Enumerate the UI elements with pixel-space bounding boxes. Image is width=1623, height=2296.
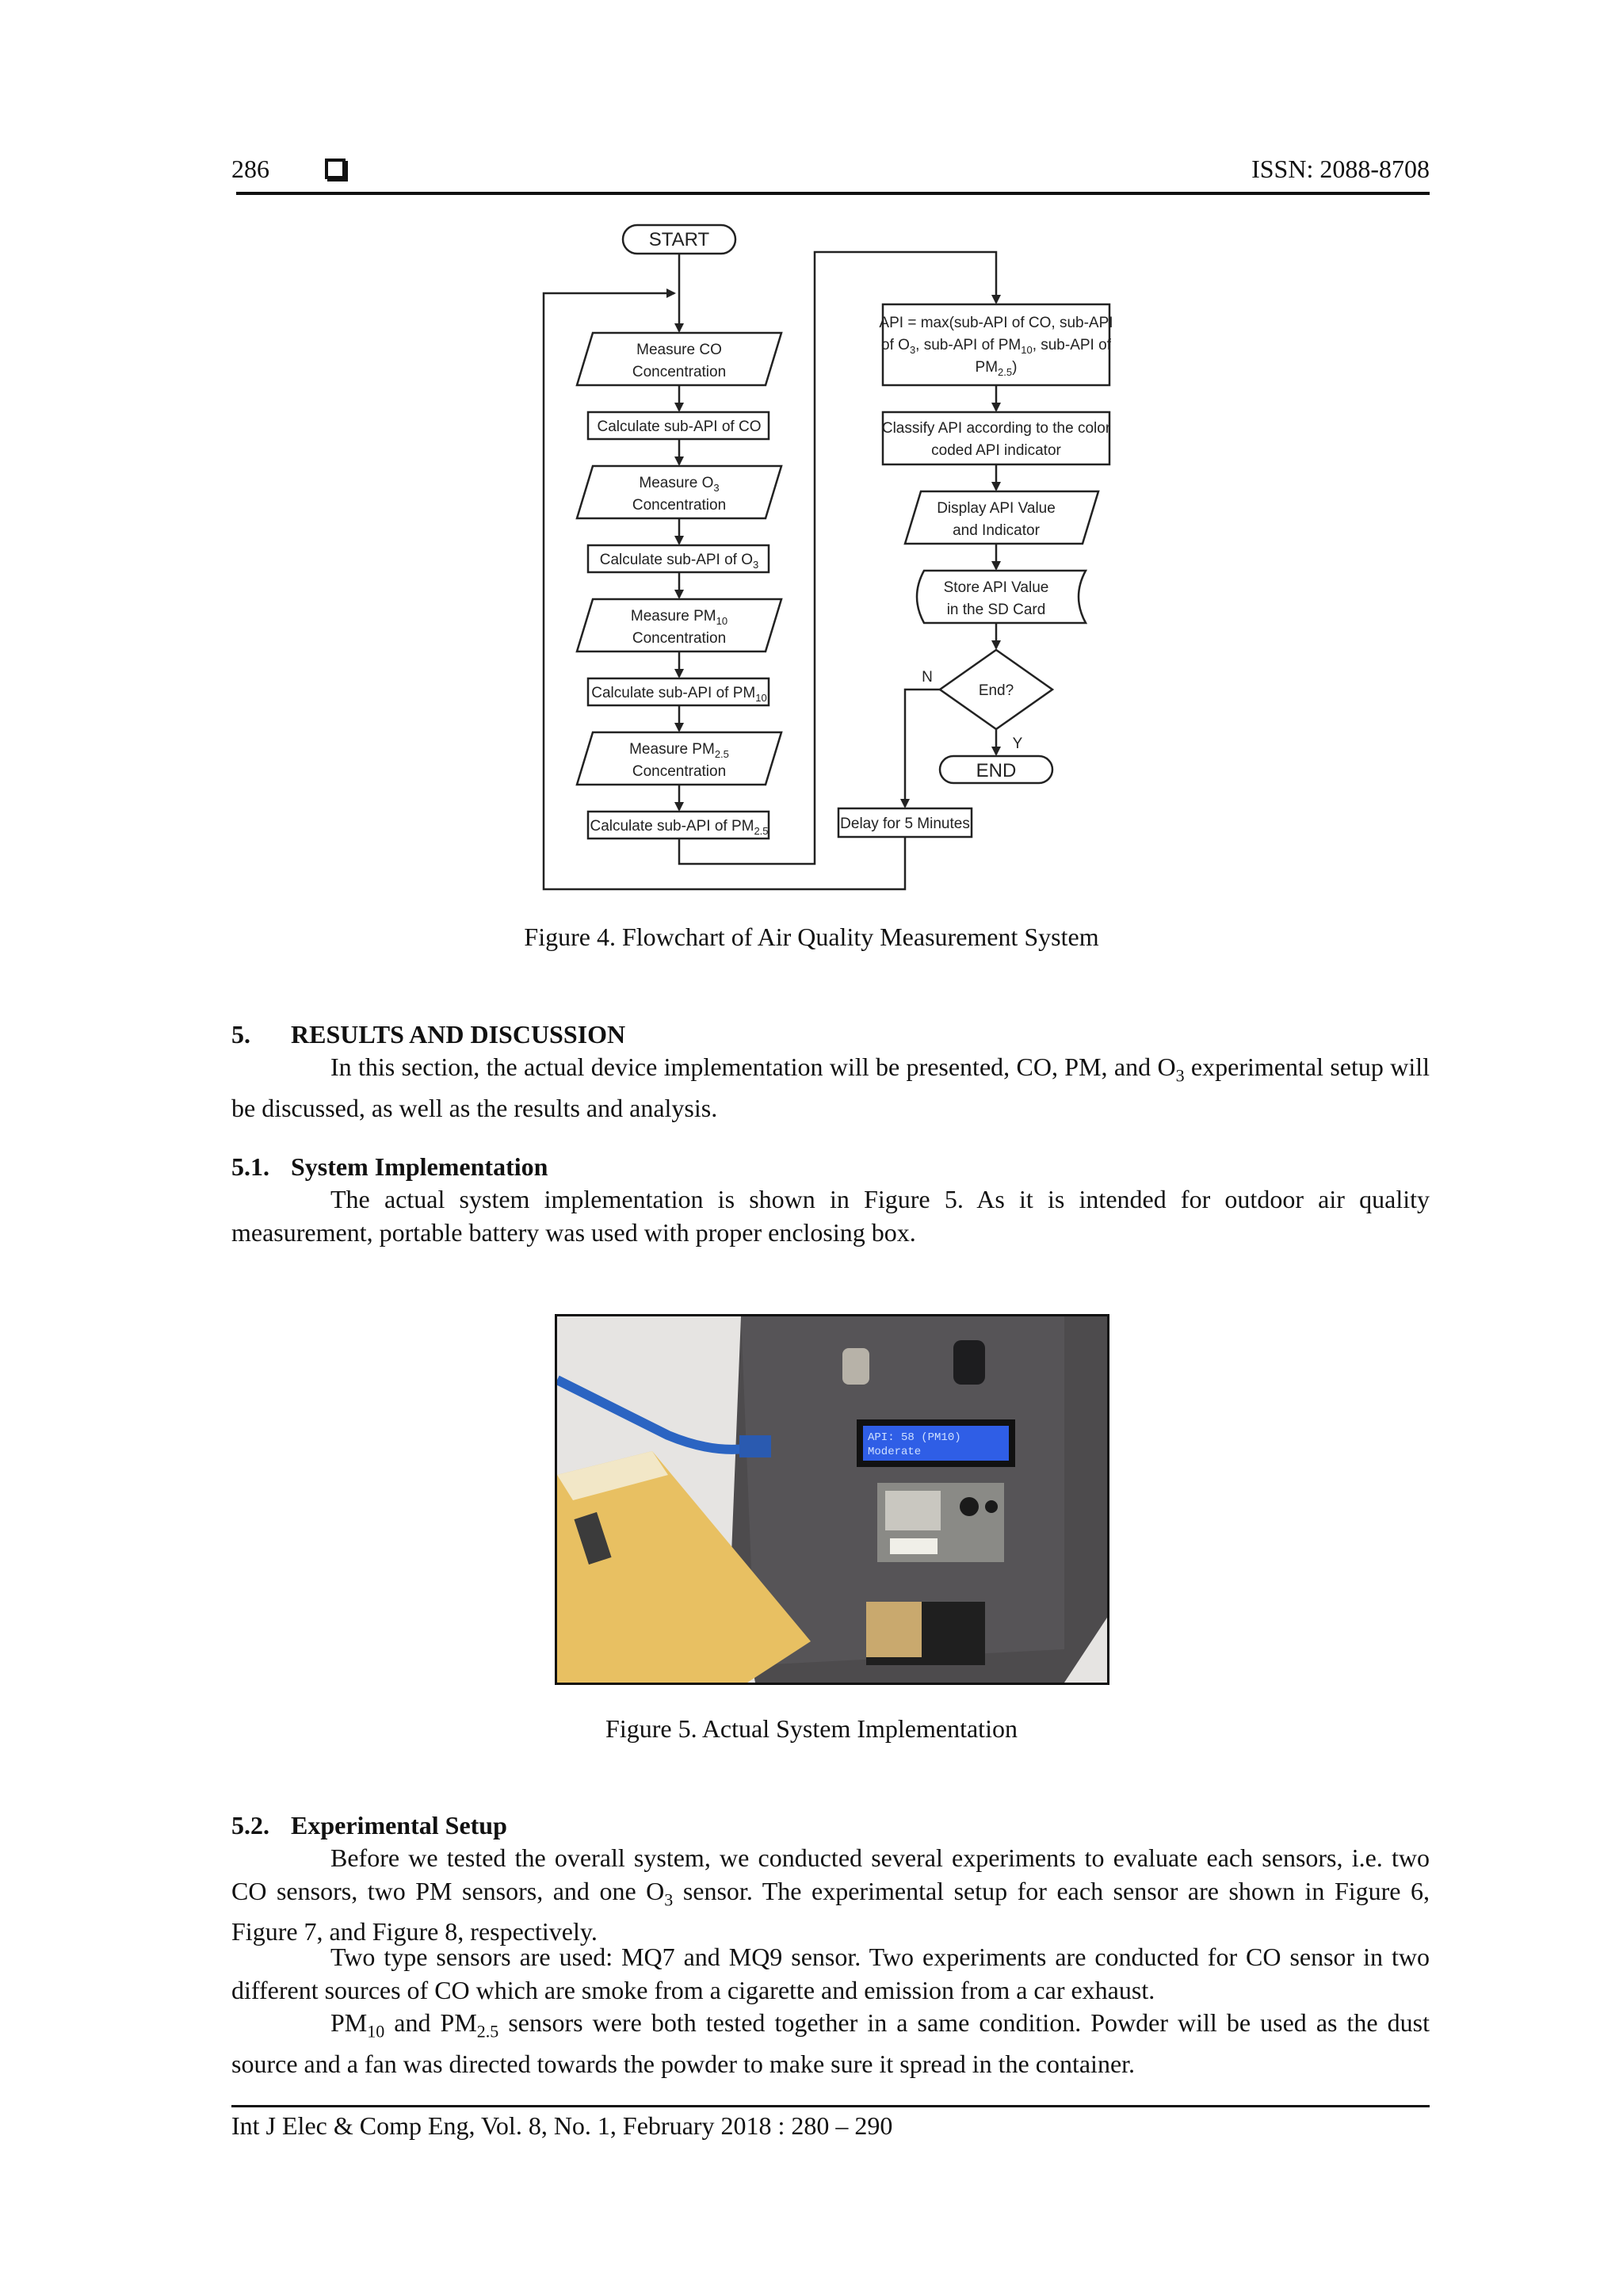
api-line1: API = max(sub-API of CO, sub-API	[879, 315, 1113, 331]
page-number: 286	[231, 155, 269, 183]
calc-pm10-label: Calculate sub-API of $PM_{10}$	[591, 685, 767, 704]
section-5-heading	[231, 1020, 625, 1049]
display-line1: Display API Value	[937, 500, 1056, 517]
footer-rule	[231, 2105, 1430, 2107]
section-5-2-paragraph-2: Two type sensors are used: MQ7 and MQ9 sensor. Two experiments are conducted for CO sensor in two different sources of CO which are smoke from a cigarette and emission from a car exhaust.	[231, 1943, 1430, 2004]
measure-pm25-line1: Measure $PM_{2.5}$	[629, 741, 729, 760]
section-5-2-paragraph-1: Before we tested the overall system, we conducted several experiments to evaluate each sensors, i.e. two CO sensors, two PM sensors, and one $O_3$ sensor. The experimental setup for each sensor are shown in Figure 6, Figure 7, and Figure 8, respectively.	[231, 1843, 1430, 1946]
measure-co-line2: Concentration	[632, 364, 727, 380]
measure-o3-line2: Concentration	[632, 497, 727, 514]
section-5-2-heading	[231, 1811, 507, 1840]
calc-co-label: Calculate sub-API of CO	[597, 418, 762, 435]
measure-pm10-line1: Measure $PM_{10}$	[630, 608, 728, 627]
section-5-number: 5.	[231, 1020, 250, 1049]
figure-4-caption: Figure 4. Flowchart of Air Quality Measurement System	[524, 923, 1099, 951]
section-5-1-heading	[231, 1152, 548, 1182]
api-line3: $PM_{2.5}$)	[975, 359, 1018, 378]
journal-issn: ISSN: 2088-8708	[1251, 155, 1430, 183]
measure-o3-line1: Measure $O_3$	[639, 475, 720, 494]
delay-label: Delay for 5 Minutes	[840, 816, 970, 832]
measure-co-line1: Measure CO	[636, 342, 722, 358]
decision-label: End?	[978, 682, 1014, 699]
display-line2: and Indicator	[953, 522, 1040, 539]
section-5-paragraph: In this section, the actual device implementation will be presented, CO, PM, and $O_3$ experimental setup will be discussed, as well as the results and analysis.	[231, 1052, 1430, 1122]
section-5-1-number: 5.1.	[231, 1152, 269, 1181]
lcd-line-1: API: 58 (PM10)	[868, 1431, 961, 1444]
section-5-2-title: Experimental Setup	[291, 1811, 507, 1839]
start-label: START	[648, 229, 710, 250]
section-5-1-title: System Implementation	[291, 1152, 548, 1181]
figure-5-caption: Figure 5. Actual System Implementation	[605, 1714, 1018, 1743]
section-5-2-paragraph-3: $PM_{10}$ and $PM_{2.5}$ sensors were both tested together in a same condition. Powder will be used as the dust source and a fan was directed towards the powder to make sure it spread in the container.	[231, 2008, 1430, 2078]
end-label: END	[976, 760, 1017, 781]
section-5-2-number: 5.2.	[231, 1811, 269, 1839]
store-line1: Store API Value	[943, 579, 1049, 596]
flowchart-figure-4	[0, 0, 1623, 919]
measure-pm10-line2: Concentration	[632, 630, 727, 647]
yes-branch-label: Y	[1012, 735, 1023, 752]
section-5-1-paragraph: The actual system implementation is shown in Figure 5. As it is intended for outdoor air quality measurement, portable battery was used with proper enclosing box.	[231, 1185, 1430, 1247]
store-line2: in the SD Card	[946, 602, 1046, 618]
classify-line1: Classify API according to the color	[881, 420, 1111, 437]
no-branch-label: N	[922, 669, 933, 686]
section-5-title: RESULTS AND DISCUSSION	[291, 1020, 626, 1049]
calc-o3-label: Calculate sub-API of $O_3$	[599, 552, 759, 571]
journal-citation-footer: Int J Elec & Comp Eng, Vol. 8, No. 1, February 2018 : 280 – 290	[231, 2111, 893, 2140]
system-implementation-photo	[555, 1314, 1109, 1685]
api-line2: of $O_3$, sub-API of $PM_{10}$, sub-API of	[881, 337, 1111, 356]
classify-line2: coded API indicator	[931, 442, 1061, 459]
calc-pm25-label: Calculate sub-API of $PM_{2.5}$	[590, 818, 769, 837]
lcd-line-2: Moderate	[868, 1446, 922, 1458]
measure-pm25-line2: Concentration	[632, 763, 727, 780]
